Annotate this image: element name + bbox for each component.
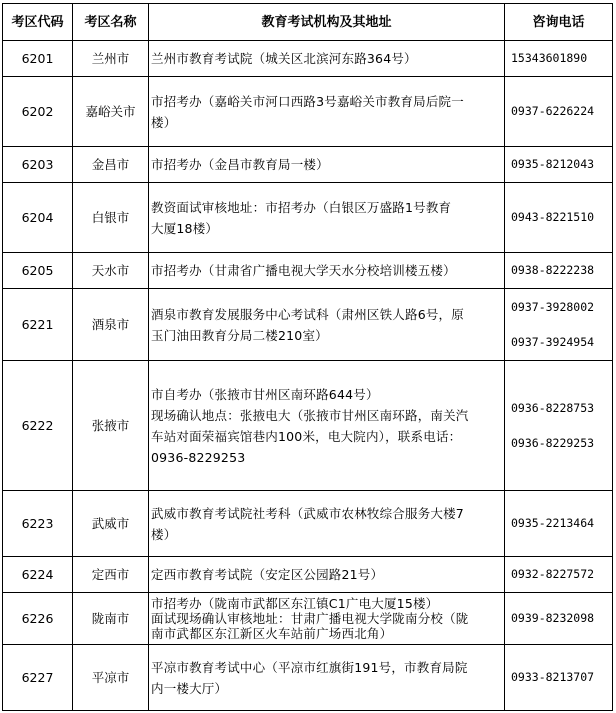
cell-name: 白银市 bbox=[73, 183, 149, 253]
address-line: 0936-8229253 bbox=[151, 449, 246, 465]
address-line: 大厦18楼） bbox=[151, 220, 219, 236]
cell-address bbox=[149, 289, 505, 361]
phone-number: 0937-3924954 bbox=[511, 334, 595, 349]
table-row bbox=[3, 645, 613, 711]
header-code: 考区代码 bbox=[3, 4, 73, 41]
cell-phone bbox=[505, 361, 613, 491]
phone-number: 0936-8228753 bbox=[511, 400, 595, 415]
phone-number: 0937-6226224 bbox=[511, 104, 595, 118]
address-line: 教资面试审核地址：市招考办（白银区万盛路1号教育 bbox=[151, 199, 452, 215]
address-line: 市自考办（张掖市甘州区南环路644号） bbox=[151, 386, 379, 402]
address-line: 市招考办（甘肃省广播电视大学天水分校培训楼五楼） bbox=[151, 263, 456, 278]
cell-phone bbox=[505, 77, 613, 147]
table-header-row bbox=[3, 4, 613, 41]
header-name: 考区名称 bbox=[73, 4, 149, 41]
cell-code: 6202 bbox=[3, 77, 73, 147]
table-row bbox=[3, 41, 613, 77]
table-row bbox=[3, 361, 613, 491]
cell-phone bbox=[505, 183, 613, 253]
address-line: 市招考办（嘉峪关市河口西路3号嘉峪关市教育局后院一 bbox=[151, 93, 464, 109]
header-address: 教育考试机构及其地址 bbox=[149, 4, 505, 41]
address-line: 楼） bbox=[151, 114, 177, 130]
address-line: 内一楼大厅） bbox=[151, 680, 228, 696]
cell-address bbox=[149, 645, 505, 711]
address-line: 平凉市教育考试中心（平凉市红旗街191号，市教育局院 bbox=[151, 659, 468, 675]
cell-address bbox=[149, 557, 505, 593]
cell-phone bbox=[505, 645, 613, 711]
cell-address bbox=[149, 41, 505, 77]
cell-code: 6203 bbox=[3, 147, 73, 183]
cell-code: 6222 bbox=[3, 361, 73, 491]
cell-address bbox=[149, 491, 505, 557]
cell-code: 6227 bbox=[3, 645, 73, 711]
phone-number: 0938-8222238 bbox=[511, 263, 595, 277]
cell-phone bbox=[505, 147, 613, 183]
address-line: 武威市教育考试院社考科（武威市农林牧综合服务大楼7 bbox=[151, 505, 464, 521]
table-row bbox=[3, 593, 613, 645]
cell-code: 6226 bbox=[3, 593, 73, 645]
cell-name: 天水市 bbox=[73, 253, 149, 289]
address-line: 现场确认地点：张掖电大（张掖市甘州区南环路，南关汽 bbox=[151, 407, 469, 423]
address-line: 兰州市教育考试院（城关区北滨河东路364号） bbox=[151, 51, 417, 66]
cell-code: 6201 bbox=[3, 41, 73, 77]
phone-number: 0935-2213464 bbox=[511, 516, 595, 530]
phone-number: 0932-8227572 bbox=[511, 567, 595, 581]
table-row bbox=[3, 557, 613, 593]
address-line: 市招考办（陇南市武都区东江镇C1广电大厦15楼） bbox=[151, 596, 439, 611]
cell-phone bbox=[505, 593, 613, 645]
table-row bbox=[3, 77, 613, 147]
address-line: 玉门油田教育分局二楼210室） bbox=[151, 327, 328, 343]
cell-address bbox=[149, 77, 505, 147]
cell-name: 金昌市 bbox=[73, 147, 149, 183]
table-row bbox=[3, 183, 613, 253]
cell-address bbox=[149, 593, 505, 645]
cell-phone bbox=[505, 253, 613, 289]
cell-name: 张掖市 bbox=[73, 361, 149, 491]
phone-number: 0935-8212043 bbox=[511, 157, 595, 171]
address-line: 酒泉市教育发展服务中心考试科（肃州区铁人路6号，原 bbox=[151, 306, 464, 322]
cell-code: 6205 bbox=[3, 253, 73, 289]
cell-name: 定西市 bbox=[73, 557, 149, 593]
cell-code: 6204 bbox=[3, 183, 73, 253]
cell-code: 6224 bbox=[3, 557, 73, 593]
phone-number: 0936-8229253 bbox=[511, 435, 595, 450]
cell-phone bbox=[505, 491, 613, 557]
cell-name: 陇南市 bbox=[73, 593, 149, 645]
table-row bbox=[3, 491, 613, 557]
phone-number: 0939-8232098 bbox=[511, 611, 595, 625]
cell-address bbox=[149, 361, 505, 491]
phone-number: 0933-8213707 bbox=[511, 670, 595, 684]
cell-phone bbox=[505, 557, 613, 593]
exam-center-table bbox=[2, 3, 613, 711]
address-line: 面试现场确认审核地址：甘肃广播电视大学陇南分校（陇 bbox=[151, 611, 469, 626]
cell-code: 6223 bbox=[3, 491, 73, 557]
table-row bbox=[3, 253, 613, 289]
cell-address bbox=[149, 253, 505, 289]
phone-number: 0937-3928002 bbox=[511, 299, 595, 314]
phone-number: 15343601890 bbox=[511, 51, 588, 65]
address-line: 市招考办（金昌市教育局一楼） bbox=[151, 157, 329, 172]
table-body bbox=[3, 41, 613, 711]
table-row bbox=[3, 147, 613, 183]
cell-name: 平凉市 bbox=[73, 645, 149, 711]
cell-code: 6221 bbox=[3, 289, 73, 361]
cell-name: 酒泉市 bbox=[73, 289, 149, 361]
cell-address bbox=[149, 183, 505, 253]
cell-address bbox=[149, 147, 505, 183]
address-line: 楼） bbox=[151, 526, 177, 542]
cell-phone bbox=[505, 289, 613, 361]
cell-phone bbox=[505, 41, 613, 77]
address-line: 车站对面荣福宾馆巷内100米，电大院内），联系电话： bbox=[151, 428, 462, 444]
cell-name: 武威市 bbox=[73, 491, 149, 557]
header-phone: 咨询电话 bbox=[505, 4, 613, 41]
cell-name: 嘉峪关市 bbox=[73, 77, 149, 147]
address-line: 南市武都区东江新区火车站前广场西北角） bbox=[151, 626, 393, 641]
table-row bbox=[3, 289, 613, 361]
phone-number: 0943-8221510 bbox=[511, 210, 595, 224]
address-line: 定西市教育考试院（安定区公园路21号） bbox=[151, 567, 384, 582]
cell-name: 兰州市 bbox=[73, 41, 149, 77]
